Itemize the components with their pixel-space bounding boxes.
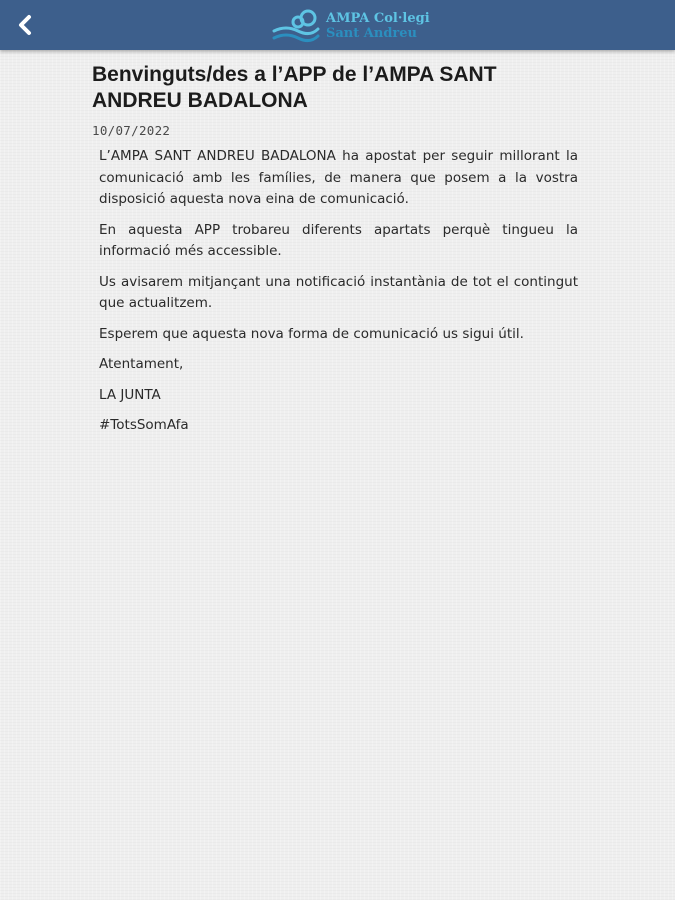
- logo-line-1: AMPA Col·legi: [326, 11, 430, 26]
- paragraph: Esperem que aquesta nova forma de comunicació us sigui útil.: [99, 325, 524, 342]
- paragraph: LA JUNTA: [99, 386, 161, 403]
- paragraph: L’AMPA SANT ANDREU BADALONA ha apostat per seguir millorant la comunicació amb les famílies, de manera que posem a la vostra disposició aquesta nova eina de comunicació.: [99, 148, 578, 207]
- paragraph: Us avisarem mitjançant una notificació instantània de tot el contingut que actualitzem.: [99, 273, 578, 311]
- page-title: Benvinguts/des a l’APP de l’AMPA SANT ANDREU BADALONA: [92, 63, 497, 112]
- article-body: [92, 146, 578, 437]
- chevron-left-icon: [15, 14, 37, 36]
- back-button[interactable]: [6, 5, 46, 45]
- ampa-logo-icon: [272, 9, 320, 43]
- app-logo: [272, 8, 430, 44]
- article: [92, 62, 578, 446]
- paragraph: En aquesta APP trobareu diferents apartats perquè tingueu la informació més accessible.: [99, 221, 578, 259]
- hashtag: #TotsSomAfa: [99, 417, 189, 433]
- top-bar: [0, 0, 675, 50]
- logo-line-2: Sant Andreu: [326, 26, 417, 41]
- paragraph: Atentament,: [99, 356, 184, 372]
- post-date: 10/07/2022: [92, 123, 171, 138]
